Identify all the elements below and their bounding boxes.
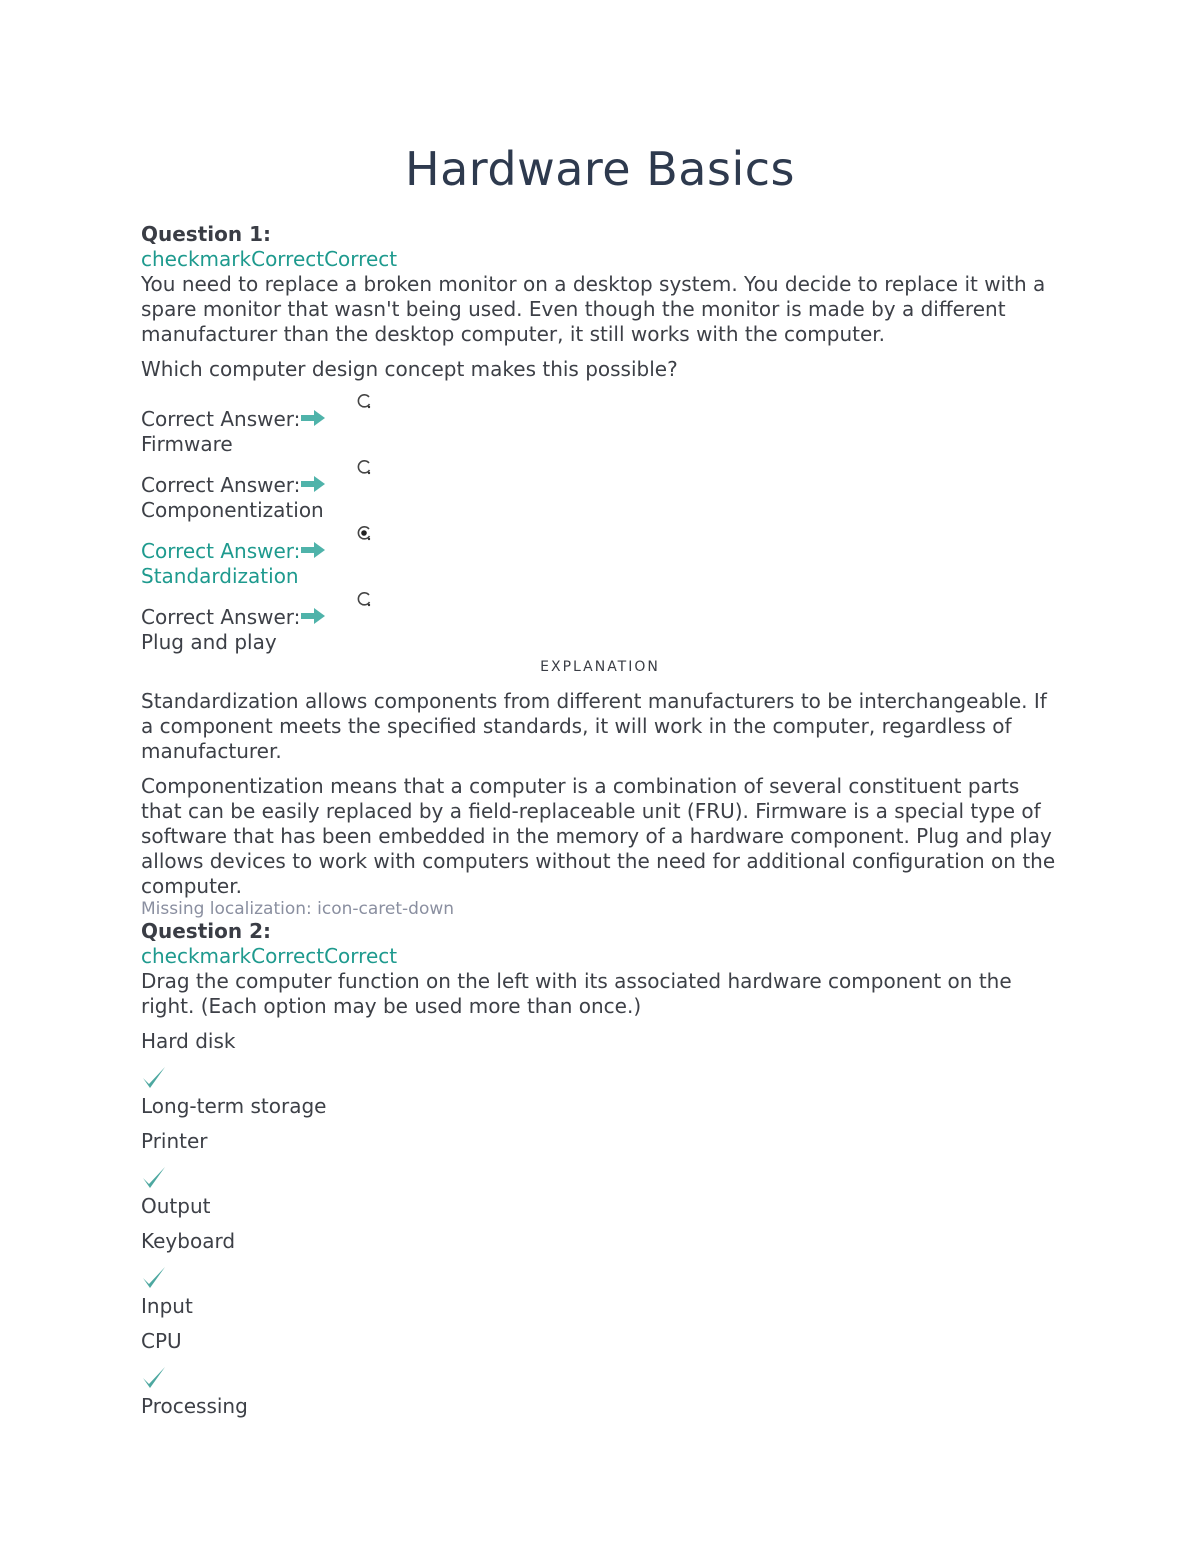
radio-selected-icon[interactable]: [356, 525, 372, 541]
question-2: [141, 919, 1061, 1419]
answer-option-selected[interactable]: [141, 539, 1061, 589]
answer-text: Plug and play: [141, 630, 277, 654]
question-heading: Question 2:: [141, 919, 271, 943]
answer-label: Correct Answer:: [141, 605, 326, 630]
answer-option[interactable]: [141, 407, 1061, 457]
document-page: [141, 140, 1061, 1419]
function-label[interactable]: Long-term storage: [141, 1094, 327, 1118]
answer-label: Correct Answer:: [141, 473, 326, 498]
question-prompt: Drag the computer function on the left with its associated hardware component on the right. (Each option may be used more than once.): [141, 969, 1012, 1018]
function-label[interactable]: Output: [141, 1194, 211, 1218]
question-prompt: You need to replace a broken monitor on a desktop system. You decide to replace it with a spare monitor that wasn't being used. Even though the monitor is made by a different manufacturer than the desktop computer, it still works with the computer.: [141, 272, 1046, 346]
page-title: Hardware Basics: [405, 142, 795, 196]
match-pair: [141, 1129, 1061, 1219]
checkmark-icon: [141, 1364, 167, 1390]
match-pair: [141, 1029, 1061, 1119]
radio-empty-icon[interactable]: [356, 591, 372, 607]
match-pair: [141, 1229, 1061, 1319]
answer-option[interactable]: [141, 473, 1061, 523]
function-label[interactable]: Input: [141, 1294, 193, 1318]
answer-text: Standardization: [141, 564, 299, 588]
component-label: Keyboard: [141, 1229, 236, 1253]
question-1: [141, 222, 1061, 919]
arrow-right-icon: [300, 541, 326, 559]
answer-text: Componentization: [141, 498, 324, 522]
status-label: checkmarkCorrectCorrect: [141, 247, 398, 271]
answer-text: Firmware: [141, 432, 233, 456]
match-pair: [141, 1329, 1061, 1419]
component-label: Printer: [141, 1129, 208, 1153]
radio-empty-icon[interactable]: [356, 459, 372, 475]
arrow-right-icon: [300, 409, 326, 427]
arrow-right-icon: [300, 475, 326, 493]
component-label: CPU: [141, 1329, 182, 1353]
explanation-paragraph: Standardization allows components from different manufacturers to be interchangeable. If a component meets the specified standards, it will work in the computer, regardless of manufacturer.: [141, 689, 1047, 763]
answer-option[interactable]: [141, 605, 1061, 655]
checkmark-icon: [141, 1164, 167, 1190]
component-label: Hard disk: [141, 1029, 236, 1053]
explanation-paragraph: Componentization means that a computer is a combination of several constituent parts that can be easily replaced by a field-replaceable unit (FRU). Firmware is a special type of software that has been embedded in the memory of a hardware component. Plug and play allows devices to work with computers without the need for additional configuration on the computer.: [141, 774, 1056, 898]
explanation-heading: EXPLANATION: [540, 659, 660, 675]
answer-label: Correct Answer:: [141, 539, 326, 564]
missing-localization-note: Missing localization: icon-caret-down: [141, 899, 455, 919]
question-heading: Question 1:: [141, 222, 271, 246]
arrow-right-icon: [300, 607, 326, 625]
radio-empty-icon[interactable]: [356, 393, 372, 409]
checkmark-icon: [141, 1064, 167, 1090]
function-label[interactable]: Processing: [141, 1394, 248, 1418]
question-text: Which computer design concept makes this possible?: [141, 357, 678, 381]
checkmark-icon: [141, 1264, 167, 1290]
status-label: checkmarkCorrectCorrect: [141, 944, 398, 968]
answer-label: Correct Answer:: [141, 407, 326, 432]
